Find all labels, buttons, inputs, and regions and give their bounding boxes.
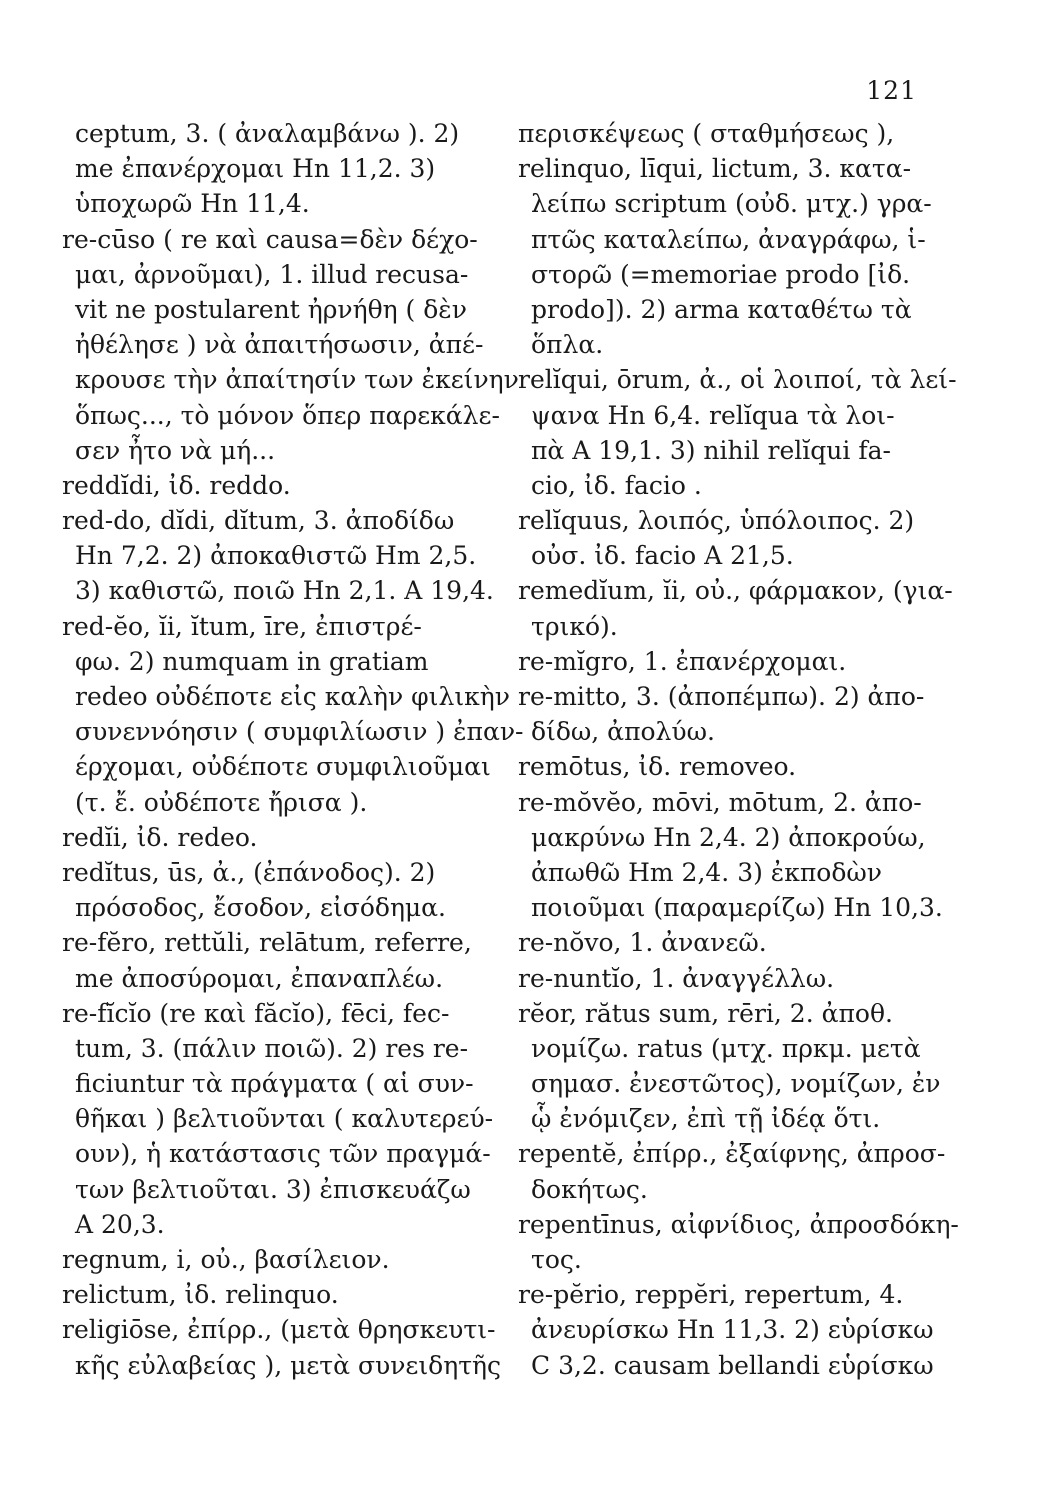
dictionary-line: re-cūso ( re καὶ causa=δὲν δέχο- [62, 224, 478, 254]
dictionary-line: θῆκαι ) βελτιοῦνται ( καλυτερεύ- [75, 1104, 494, 1134]
dictionary-line: μακρύνω Hn 2,4. 2) ἀποκρούω, [531, 822, 926, 852]
dictionary-line: repentĕ, ἐπίρρ., ἐξαίφνης, ἀπροσ- [518, 1139, 946, 1169]
dictionary-line: δοκήτως. [531, 1174, 648, 1204]
dictionary-line: ποιοῦμαι (παραμερίζω) Hn 10,3. [531, 893, 943, 923]
dictionary-line: regnum, i, οὐ., βασίλειον. [62, 1245, 390, 1274]
dictionary-line: redĭtus, ūs, ἀ., (ἐπάνοδος). 2) [62, 857, 436, 887]
dictionary-line: ficiuntur τὰ πράγματα ( αἱ συν- [75, 1069, 474, 1099]
dictionary-line: ὅπως..., τὸ μόνον ὅπερ παρεκάλε- [75, 400, 500, 430]
dictionary-line: re-mitto, 3. (ἀποπέμπω). 2) ἀπο- [518, 682, 925, 711]
dictionary-line: re-mŏvĕo, mōvi, mōtum, 2. ἀπο- [518, 787, 922, 817]
dictionary-line: ἀνευρίσκω Hn 11,3. 2) εὑρίσκω [531, 1315, 934, 1345]
dictionary-line: re-pĕrio, reppĕri, repertum, 4. [518, 1280, 904, 1310]
dictionary-line: στορῶ (=memoriae prodo [ἰδ. [531, 259, 911, 289]
dictionary-line: me ἐπανέρχομαι Hn 11,2. 3) [75, 154, 436, 184]
dictionary-line: me ἀποσύρομαι, ἐπαναπλέω. [75, 963, 444, 993]
dictionary-line: ἠθέλησε ) νὰ ἀπαιτήσωσιν, ἀπέ- [75, 330, 484, 360]
dictionary-line: σεν ἦτο νὰ μή... [75, 435, 276, 465]
dictionary-line: περισκέψεως ( σταθμήσεως ), [518, 119, 895, 148]
dictionary-line: repentīnus, αἰφνίδιος, ἀπροσδόκη- [518, 1209, 959, 1239]
left-column [62, 116, 524, 1383]
dictionary-line: λείπω scriptum (οὐδ. μτχ.) γρα- [531, 189, 932, 219]
right-column [518, 116, 958, 1383]
dictionary-line: τρικό). [531, 611, 618, 641]
dictionary-line: φω. 2) numquam in gratiam [75, 646, 429, 676]
dictionary-line: ουν), ἡ κατάστασις τῶν πραγμά- [75, 1139, 491, 1169]
dictionary-line: πὰ A 19,1. 3) nihil relĭqui fa- [531, 435, 891, 465]
dictionary-line: re-fĭcĭo (re καὶ făcĭo), fēci, fec- [62, 998, 450, 1028]
dictionary-line: δίδω, ἀπολύω. [531, 717, 715, 747]
dictionary-line: remōtus, ἰδ. removeo. [518, 752, 797, 782]
dictionary-line: re-mĭgro, 1. ἐπανέρχομαι. [518, 646, 847, 676]
page-number: 121 [866, 76, 917, 105]
dictionary-line: cio, ἰδ. facio . [531, 470, 702, 500]
dictionary-line: έρχομαι, οὐδέποτε συμφιλιοῦμαι [75, 752, 491, 782]
dictionary-line: relĭquus, λοιπός, ὑπόλοιπος. 2) [518, 506, 915, 536]
dictionary-line: ᾧ ἐνόμιζεν, ἐπὶ τῇ ἰδέᾳ ὅτι. [531, 1104, 881, 1134]
dictionary-line: religiōse, ἐπίρρ., (μετὰ θρησκευτι- [62, 1315, 496, 1345]
dictionary-line: relinquo, līqui, lictum, 3. κατα- [518, 154, 912, 184]
dictionary-line: (τ. ἔ. οὐδέποτε ἤρισα ). [75, 787, 368, 817]
dictionary-line: C 3,2. causam bellandi εὑρίσκω [531, 1350, 934, 1380]
dictionary-line: σημασ. ἐνεστῶτος), νομίζων, ἐν [531, 1069, 941, 1099]
dictionary-line: νομίζω. ratus (μτχ. πρκμ. μετὰ [531, 1033, 921, 1063]
dictionary-line: ὑποχωρῶ Hn 11,4. [75, 189, 310, 219]
dictionary-line: re-nuntĭo, 1. ἀναγγέλλω. [518, 963, 835, 993]
dictionary-line: A 20,3. [75, 1209, 165, 1239]
dictionary-line: μαι, ἀρνοῦμαι), 1. illud recusa- [75, 259, 469, 289]
dictionary-line: συνεννόησιν ( συμφιλίωσιν ) ἐπαν- [75, 717, 524, 747]
dictionary-line: ὅπλα. [531, 330, 604, 360]
dictionary-line: relĭqui, ōrum, ἀ., οἱ λοιποί, τὰ λεί- [518, 365, 957, 395]
dictionary-line: πτῶς καταλείπω, ἀναγράφω, ἱ- [531, 224, 926, 254]
dictionary-line: των βελτιοῦται. 3) ἐπισκευάζω [75, 1174, 471, 1204]
dictionary-line: reddĭdi, ἰδ. reddo. [62, 470, 291, 500]
dictionary-line: Hn 7,2. 2) ἀποκαθιστῶ Hm 2,5. [75, 541, 477, 571]
dictionary-line: vit ne postularent ἠρνήθη ( δὲν [75, 294, 467, 324]
dictionary-line: κρουσε τὴν ἀπαίτησίν των ἐκείνην [75, 365, 519, 395]
dictionary-line: re-nŏvo, 1. ἀνανεῶ. [518, 928, 767, 958]
dictionary-line: re-fĕro, rettŭli, relātum, referre, [62, 928, 472, 958]
dictionary-line: κῆς εὐλαβείας ), μετὰ συνειδητῆς [75, 1350, 502, 1380]
dictionary-line: remedĭum, ĭi, οὐ., φάρμακον, (για- [518, 576, 953, 606]
dictionary-line: prodo]). 2) arma καταθέτω τὰ [531, 294, 912, 324]
dictionary-line: tum, 3. (πάλιν ποιῶ). 2) res re- [75, 1033, 469, 1063]
dictionary-line: τος. [531, 1245, 582, 1274]
dictionary-line: red-do, dĭdi, dĭtum, 3. ἀποδίδω [62, 506, 455, 536]
dictionary-line: relictum, ἰδ. relinquo. [62, 1280, 339, 1310]
dictionary-line: ψανα Hn 6,4. relĭqua τὰ λοι- [531, 400, 895, 430]
dictionary-line: ἀπωθῶ Hm 2,4. 3) ἐκποδὼν [531, 857, 882, 887]
dictionary-line: ceptum, 3. ( ἀναλαμβάνω ). 2) [75, 119, 460, 148]
dictionary-line: πρόσοδος, ἔσοδον, εἰσόδημα. [75, 893, 446, 923]
dictionary-line: οὐσ. ἰδ. facio A 21,5. [531, 541, 794, 571]
dictionary-line: redĭi, ἰδ. redeo. [62, 822, 258, 852]
dictionary-line: redeo οὐδέποτε εἰς καλὴν φιλικὴν [75, 682, 510, 711]
dictionary-line: rĕor, rătus sum, rēri, 2. ἀποθ. [518, 998, 893, 1028]
dictionary-line: 3) καθιστῶ, ποιῶ Hn 2,1. A 19,4. [75, 576, 494, 606]
dictionary-line: red-ĕo, ĭi, ĭtum, īre, ἐπιστρέ- [62, 611, 422, 641]
